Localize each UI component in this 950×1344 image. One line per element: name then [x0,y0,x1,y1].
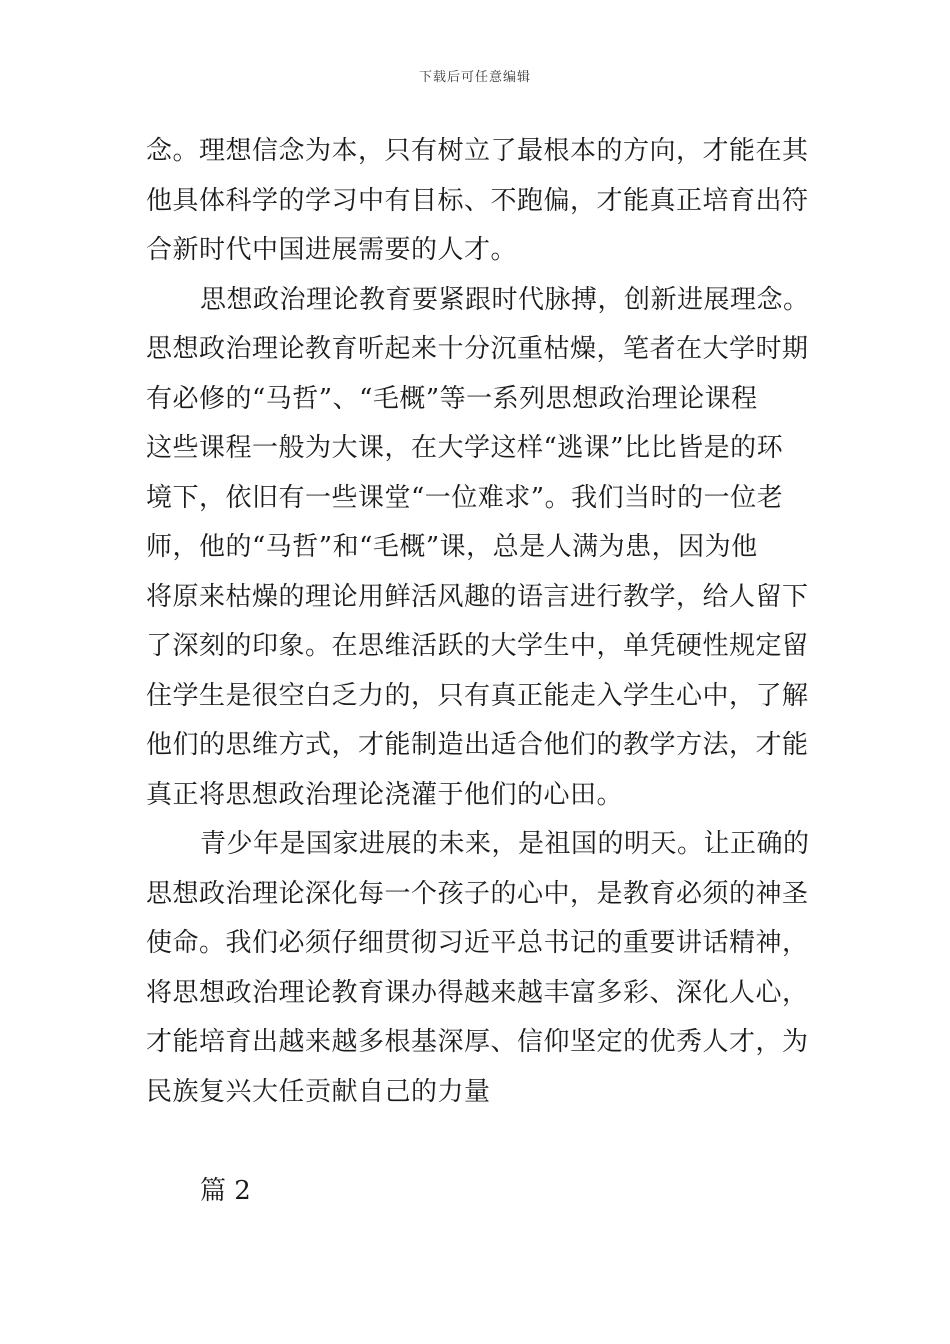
paragraph-line: 将原来枯燥的理论用鲜活风趣的语言进行教学，给人留下 [146,581,809,612]
blank-line [146,1117,808,1167]
paragraph-line: 使命。我们必须仔细贯彻习近平总书记的重要讲话精神， [146,928,809,958]
paragraph-line: 这些课程一般为大课，在大学这样“逃课”比比皆是的环 [146,433,784,463]
paragraph-line: 才能培育出越来越多根基深厚、信仰坚定的优秀人才，为 [146,1027,809,1057]
paragraph-line: 师，他的“马哲”和“毛概”课，总是人满为患，因为他 [146,532,758,562]
paragraph-line: 合新时代中国进展需要的人才。 [146,235,518,265]
paragraph-line: 思想政治理论教育听起来十分沉重枯燥，笔者在大学时期 [146,334,809,364]
section-heading: 篇 2 [200,1175,251,1206]
paragraph-line: 念。理想信念为本，只有树立了最根本的方向，才能在其 [146,136,809,166]
paragraph-line: 他具体科学的学习中有目标、不跑偏，才能真正培育出符 [146,185,809,216]
paragraph-line: 住学生是很空白乏力的，只有真正能走入学生心中，了解 [146,680,809,711]
paragraph-line: 境下，依旧有一些课堂“一位难求”。我们当时的一位老 [146,482,784,513]
page-header-note: 下载后可任意编辑 [418,70,531,85]
paragraph-3 [146,820,808,1117]
paragraph-line: 了深刻的印象。在思维活跃的大学生中，单凭硬性规定留 [146,631,809,661]
paragraph-first-line: 青少年是国家进展的未来，是祖国的明天。让正确的 [200,829,810,859]
paragraph-2 [146,276,808,821]
paragraph-line: 民族复兴大任贡献自己的力量 [146,1076,491,1107]
paragraph-1 [146,127,808,276]
paragraph-line: 真正将思想政治理论浇灌于他们的心田。 [146,779,624,810]
paragraph-line: 思想政治理论深化每一个孩子的心中，是教育必须的神圣 [146,878,809,909]
paragraph-line: 有必修的“马哲”、“毛概”等一系列思想政治理论课程 [146,383,758,414]
paragraph-line: 将思想政治理论教育课办得越来越丰富多彩、深化人心， [146,977,809,1008]
paragraph-line: 他们的思维方式，才能制造出适合他们的教学方法，才能 [146,730,809,760]
document-body [146,127,808,1216]
paragraph-first-line: 思想政治理论教育要紧跟时代脉搏，创新进展理念。 [200,284,810,315]
